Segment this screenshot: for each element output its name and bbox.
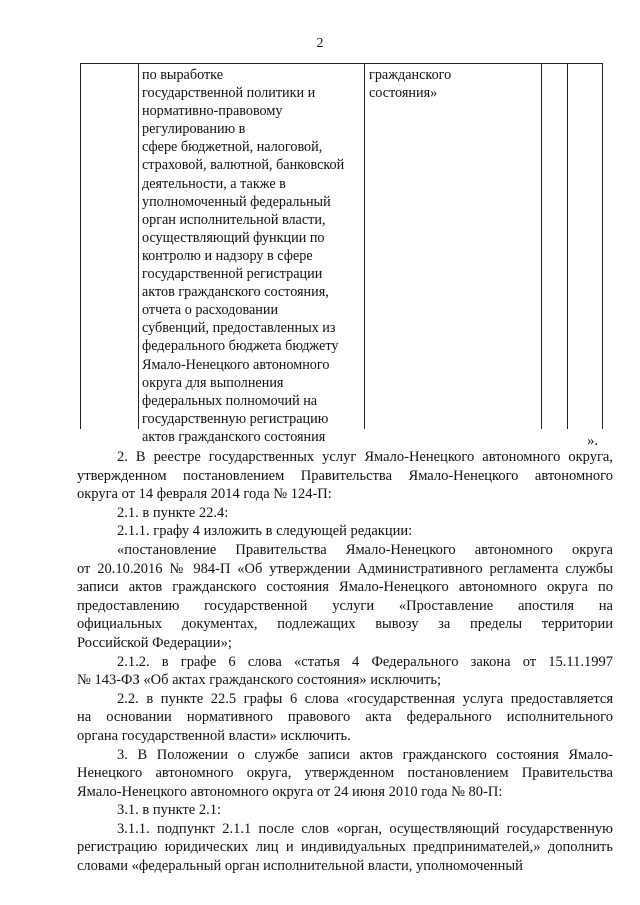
table-cell-line: округа для выполнения <box>142 374 284 391</box>
paragraph-line: органа государственной власти» исключить. <box>77 727 351 744</box>
paragraph-line: записи актов гражданского состояния Ямало-Ненецкого автономного округа по <box>77 579 613 596</box>
table-column-divider <box>364 64 365 429</box>
paragraph-line: 3. В Положении о службе записи актов гражданского состояния Ямало- <box>117 746 613 763</box>
closing-quote: ». <box>587 433 598 449</box>
table-cell-line: орган исполнительной власти, <box>142 211 326 228</box>
table-cell-line: отчета о расходовании <box>142 302 279 319</box>
table-column-divider <box>541 64 542 429</box>
table-cell-line: регулированию в <box>142 121 246 138</box>
paragraph-line: 2.2. в пункте 22.5 графы 6 слова «государственная услуга предоставляется <box>117 690 613 707</box>
paragraph-line: 3.1. в пункте 2.1: <box>117 802 222 819</box>
paragraph-line: 3.1.1. подпункт 2.1.1 после слов «орган, осуществляющий государственную <box>117 820 613 837</box>
paragraph-line: утвержденном постановлением Правительства Ямало-Ненецкого автономного <box>77 467 613 484</box>
table-cell-line: уполномоченный федеральный <box>142 193 331 210</box>
table-cell-line: осуществляющий функции по <box>142 229 325 246</box>
table-cell-line: государственной политики и <box>142 85 316 102</box>
document-body <box>77 448 613 876</box>
paragraph-line: 2.1. в пункте 22.4: <box>117 504 229 521</box>
paragraph-line: регистрацию юридических лиц и индивидуальных предпринимателей,» дополнить <box>77 839 613 856</box>
paragraph-line: округа от 14 февраля 2014 года № 124-П: <box>77 486 332 503</box>
paragraph-line: 2.1.1. графу 4 изложить в следующей редакции: <box>117 523 413 540</box>
paragraph-line: «постановление Правительства Ямало-Ненецкого автономного округа <box>117 541 613 558</box>
table-cell-line: контролю и надзору в сфере <box>142 247 313 264</box>
table-cell-line: Ямало-Ненецкого автономного <box>142 356 330 373</box>
table-column-divider <box>138 64 139 429</box>
paragraph-line: Ненецкого автономного округа, утвержденном постановлением Правительства <box>77 765 613 782</box>
table-cell-line: страховой, валютной, банковской <box>142 157 345 174</box>
table-cell-line: федеральных полномочий на <box>142 392 318 409</box>
table-cell-line: гражданского <box>369 67 452 83</box>
paragraph-line: Российской Федерации»; <box>77 634 232 651</box>
page-number: 2 <box>316 36 324 51</box>
paragraph-line: 2. В реестре государственных услуг Ямало-Ненецкого автономного округа, <box>117 449 613 465</box>
table-cell-line: состояния» <box>369 85 438 102</box>
table-column-divider <box>567 64 568 429</box>
paragraph-line: предоставлению государственной услуги «Проставление апостиля на <box>77 597 613 614</box>
table-cell-line: по выработке <box>142 67 224 83</box>
table-cell-line: деятельности, а также в <box>142 175 286 192</box>
table-cell-responsible-text <box>142 66 344 446</box>
table-cell-line: государственной регистрации <box>142 266 323 283</box>
table-cell-line: федерального бюджета бюджету <box>142 338 339 355</box>
paragraph-line: словами «федеральный орган исполнительной власти, уполномоченный <box>77 858 523 875</box>
table-cell-line: субвенций, предоставленных из <box>142 320 336 337</box>
table-cell-line: актов гражданского состояния, <box>142 284 329 301</box>
paragraph-line: от 20.10.2016 № 984-П «Об утверждении Административного регламента службы <box>77 560 613 577</box>
paragraph-line: на основании нормативного правового акта федерального исполнительного <box>77 709 613 726</box>
table-cell-line: сфере бюджетной, налоговой, <box>142 139 323 156</box>
paragraph-line: Ямало-Ненецкого автономного округа от 24 июня 2010 года № 80-П: <box>77 783 503 800</box>
table-cell-line: нормативно-правовому <box>142 103 283 120</box>
paragraph-line: № 143-ФЗ «Об актах гражданского состояния» исключить; <box>77 672 442 689</box>
table-cell-executor-text <box>369 66 451 102</box>
table-cell-line: государственную регистрацию <box>142 410 329 427</box>
paragraph-line: официальных документах, подлежащих вывозу за пределы территории <box>77 616 613 633</box>
continuation-table <box>80 63 603 445</box>
table-cell-line: актов гражданского состояния <box>142 428 326 445</box>
paragraph-line: 2.1.2. в графе 6 слова «статья 4 Федерального закона от 15.11.1997 <box>117 653 613 670</box>
